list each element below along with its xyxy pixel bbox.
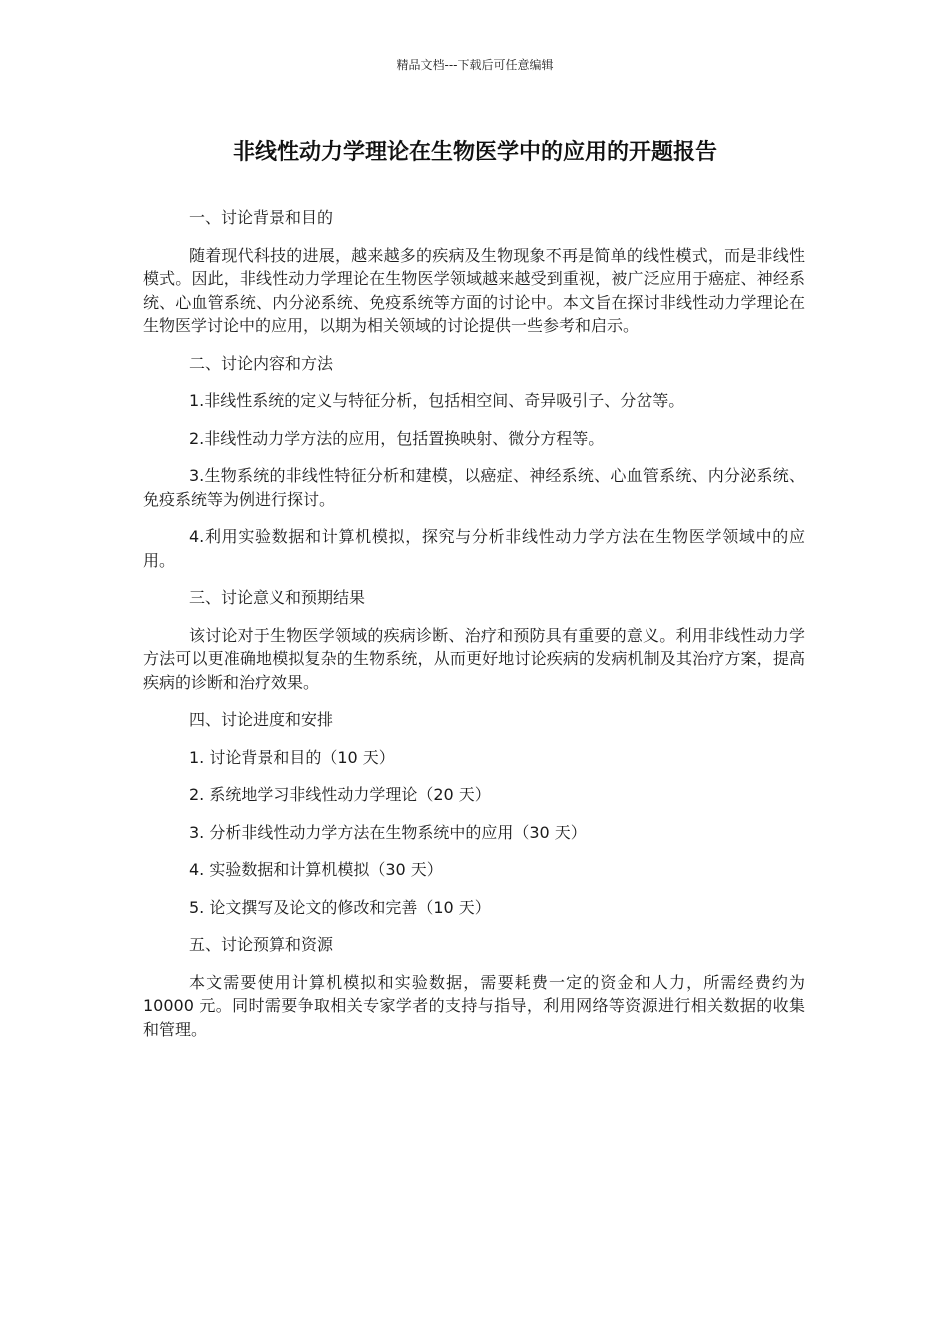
paragraph-significance: 该讨论对于生物医学领域的疾病诊断、治疗和预防具有重要的意义。利用非线性动力学方法可以更准确地模拟复杂的生物系统，从而更好地讨论疾病的发病机制及其治疗方案，提高疾病的诊断和治疗效果。 <box>143 625 805 692</box>
page-header: 精品文档---下载后可任意编辑 <box>396 58 554 72</box>
list-item: 4.利用实验数据和计算机模拟，探究与分析非线性动力学方法在生物医学领域中的应用。 <box>143 527 805 570</box>
section-heading-schedule: 四、讨论进度和安排 <box>189 710 334 729</box>
paragraph-background: 随着现代科技的进展，越来越多的疾病及生物现象不再是简单的线性模式，而是非线性模式。因此，非线性动力学理论在生物医学领域越来越受到重视，被广泛应用于癌症、神经系统、心血管系统、内分泌系统、免疫系统等方面的讨论中。本文旨在探讨非线性动力学理论在生物医学讨论中的应用，以期为相关领域的讨论提供一些参考和启示。 <box>143 245 805 335</box>
schedule-item: 1. 讨论背景和目的（10 天） <box>189 747 395 767</box>
document-body <box>143 206 805 1055</box>
section-heading-budget: 五、讨论预算和资源 <box>189 935 334 954</box>
document-title: 非线性动力学理论在生物医学中的应用的开题报告 <box>232 140 717 165</box>
paragraph-budget: 本文需要使用计算机模拟和实验数据，需要耗费一定的资金和人力，所需经费约为 10000 元。同时需要争取相关专家学者的支持与指导，利用网络等资源进行相关数据的收集和管理。 <box>143 972 805 1039</box>
list-item: 2.非线性动力学方法的应用，包括置换映射、微分方程等。 <box>189 428 605 448</box>
schedule-item: 2. 系统地学习非线性动力学理论（20 天） <box>189 785 491 804</box>
list-item: 1.非线性系统的定义与特征分析，包括相空间、奇异吸引子、分岔等。 <box>189 391 685 410</box>
schedule-item: 5. 论文撰写及论文的修改和完善（10 天） <box>189 897 491 917</box>
section-heading-content-method: 二、讨论内容和方法 <box>189 353 334 373</box>
list-item: 3.生物系统的非线性特征分析和建模，以癌症、神经系统、心血管系统、内分泌系统、免疫系统等为例进行探讨。 <box>143 466 805 509</box>
section-heading-significance: 三、讨论意义和预期结果 <box>189 588 366 607</box>
section-heading-background: 一、讨论背景和目的 <box>189 208 334 227</box>
schedule-item: 4. 实验数据和计算机模拟（30 天） <box>189 860 443 879</box>
schedule-item: 3. 分析非线性动力学方法在生物系统中的应用（30 天） <box>189 822 587 842</box>
